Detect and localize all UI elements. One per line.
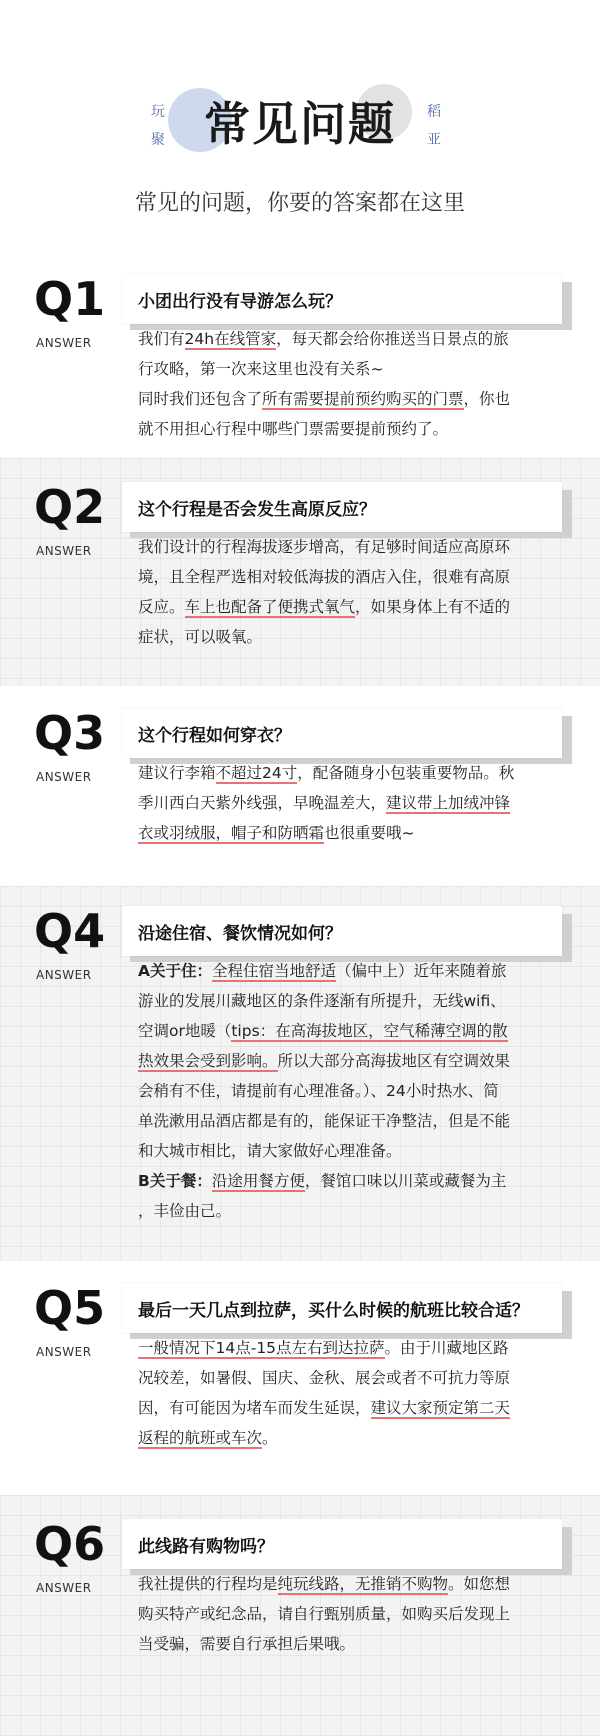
faq-item-q6 [0,1495,600,1736]
highlighted-text: 全程住宿当地舒适 [212,962,337,980]
answer-line [138,1196,558,1226]
answer-fragment: 会稍有不佳，请提前有心理准备。）、24小时热水、简 [138,1082,499,1100]
answer-fragment: 我们有 [138,330,185,348]
answer-line [138,1423,558,1453]
answer-line [138,562,558,592]
question-text: 小团出行没有导游怎么玩？ [138,292,342,312]
answer-label: ANSWER [36,968,92,982]
answer-fragment: 。 [262,1429,278,1447]
question-number: Q3 [34,706,106,760]
answer-line [138,956,558,986]
answer-fragment: 和大城市相比，请大家做好心理准备。 [138,1142,402,1160]
answer-text [138,1333,558,1453]
highlighted-text: 返程的航班或车次 [138,1429,263,1447]
question-number: Q1 [34,272,106,326]
question-text: 这个行程是否会发生高原反应？ [138,500,376,520]
highlighted-text: 衣或羽绒服，帽子和防晒霜 [138,824,325,842]
answer-fragment: 境，且全程严选相对较低海拔的酒店入住，很难有高原 [138,568,511,586]
answer-line [138,1076,558,1106]
answer-text [138,532,558,652]
answer-line [138,324,558,354]
answer-line [138,1629,558,1659]
answer-fragment: ，餐馆口味以川菜或藏餐为主 [304,1172,507,1190]
answer-fragment: 况较差，如暑假、国庆、金秋、展会或者不可抗力等原 [138,1369,511,1387]
answer-fragment: ，如果身体上有不适的 [355,598,511,616]
answer-fragment: 我社提供的行程均是 [138,1575,278,1593]
answer-text [138,324,558,444]
answer-line [138,532,558,562]
faq-item-q1 [0,250,600,458]
answer-line [138,354,558,384]
answer-label: ANSWER [36,544,92,558]
answer-line [138,788,558,818]
highlighted-text: 沿途用餐方便 [211,1172,305,1190]
header-right-char: 亚 [427,132,441,148]
highlighted-text: 一般情况下14点-15点左右到达拉萨 [138,1339,385,1357]
answer-fragment: 我们设计的行程海拔逐步增高，有足够时间适应高原环 [138,538,511,556]
answer-fragment: ，配备随身小包装重要物品。秋 [297,764,515,782]
answer-label: ANSWER [36,1345,92,1359]
answer-line [138,1569,558,1599]
answer-fragment: 就不用担心行程中哪些门票需要提前预约了。 [138,420,449,438]
answer-fragment: 反应。 [138,598,185,616]
answer-fragment: 。如您想 [448,1575,511,1593]
faq-item-q4 [0,886,600,1261]
faq-item-q2 [0,458,600,686]
answer-fragment: 同时我们还包含了 [138,390,263,408]
header-left-char: 玩 [151,104,165,120]
answer-fragment: ，你也 [463,390,511,408]
answer-fragment: 建议行李箱 [138,764,216,782]
answer-text [138,1569,558,1659]
bold-label: A关于住： [138,962,212,980]
answer-label: ANSWER [36,336,92,350]
answer-fragment: 游业的发展川藏地区的条件逐渐有所提升，无线wifi、 [138,992,506,1010]
faq-item-q3 [0,686,600,886]
highlighted-text: 建议带上加绒冲锋 [386,794,511,812]
question-text: 沿途住宿、餐饮情况如何？ [138,924,342,944]
header-left-char: 聚 [151,132,165,148]
answer-line [138,1599,558,1629]
answer-fragment: 症状，可以吸氧。 [138,628,263,646]
question-bar [122,708,562,758]
answer-text [138,758,558,848]
answer-fragment: 。由于川藏地区路 [384,1339,509,1357]
page-title: 常见问题 [204,97,396,151]
bold-label: B关于餐： [138,1172,212,1190]
answer-fragment: 季川西白天紫外线强，早晚温差大， [138,794,387,812]
answer-fragment: 也很重要哦~ [324,824,415,842]
answer-line [138,414,558,444]
answer-line [138,758,558,788]
question-bar [122,1519,562,1569]
faq-item-q5 [0,1261,600,1495]
answer-line [138,1363,558,1393]
answer-fragment: 因，有可能因为堵车而发生延误， [138,1399,371,1417]
answer-line [138,1393,558,1423]
question-bar [122,274,562,324]
answer-line [138,622,558,652]
highlighted-text: 所有需要提前预约购买的门票 [262,390,464,408]
question-text: 此线路有购物吗？ [138,1537,274,1557]
answer-line [138,592,558,622]
question-text: 最后一天几点到拉萨，买什么时候的航班比较合适？ [138,1301,529,1321]
highlighted-text: 纯玩线路，无推销不购物 [277,1575,449,1593]
answer-line [138,818,558,848]
question-bar [122,1283,562,1333]
highlighted-text: 不超过24寸 [215,764,298,782]
answer-fragment: ，每天都会给你推送当日景点的旅 [276,330,509,348]
answer-fragment: （偏中上）近年来随着旅 [336,962,507,980]
answer-fragment: 空调or地暖（ [138,1022,232,1040]
answer-line [138,1106,558,1136]
question-bar [122,482,562,532]
highlighted-text: 建议大家预定第二天 [370,1399,511,1417]
question-number: Q6 [34,1517,106,1571]
answer-fragment: 当受骗，需要自行承担后果哦。 [138,1635,356,1653]
header-left-vertical-text [148,98,168,154]
question-text: 这个行程如何穿衣？ [138,726,291,746]
highlighted-text: 车上也配备了便携式氧气 [184,598,356,616]
page-subtitle: 常见的问题，你要的答案都在这里 [134,191,465,216]
answer-fragment: 单洗漱用品酒店都是有的，能保证干净整洁，但是不能 [138,1112,511,1130]
answer-line [138,1166,558,1196]
question-bar [122,906,562,956]
highlighted-text: 24h在线管家 [184,330,277,348]
answer-text [138,956,558,1226]
header-right-char: 稻 [427,104,441,120]
answer-label: ANSWER [36,770,92,784]
highlighted-text: 热效果会受到影响。 [138,1052,278,1070]
answer-fragment: ，丰俭由己。 [138,1202,232,1220]
answer-line [138,986,558,1016]
answer-fragment: 购买特产或纪念品，请自行甄别质量，如购买后发现上 [138,1605,511,1623]
answer-label: ANSWER [36,1581,92,1595]
answer-line [138,1136,558,1166]
answer-line [138,384,558,414]
header-right-vertical-text [424,98,444,154]
answer-line [138,1046,558,1076]
highlighted-text: tips：在高海拔地区，空气稀薄空调的散 [231,1022,508,1040]
faq-header [0,0,600,250]
question-number: Q2 [34,480,106,534]
answer-fragment: 所以大部分高海拔地区有空调效果 [277,1052,511,1070]
answer-fragment: 行攻略，第一次来这里也没有关系~ [138,360,384,378]
answer-line [138,1016,558,1046]
question-number: Q4 [34,904,106,958]
answer-line [138,1333,558,1363]
question-number: Q5 [34,1281,106,1335]
